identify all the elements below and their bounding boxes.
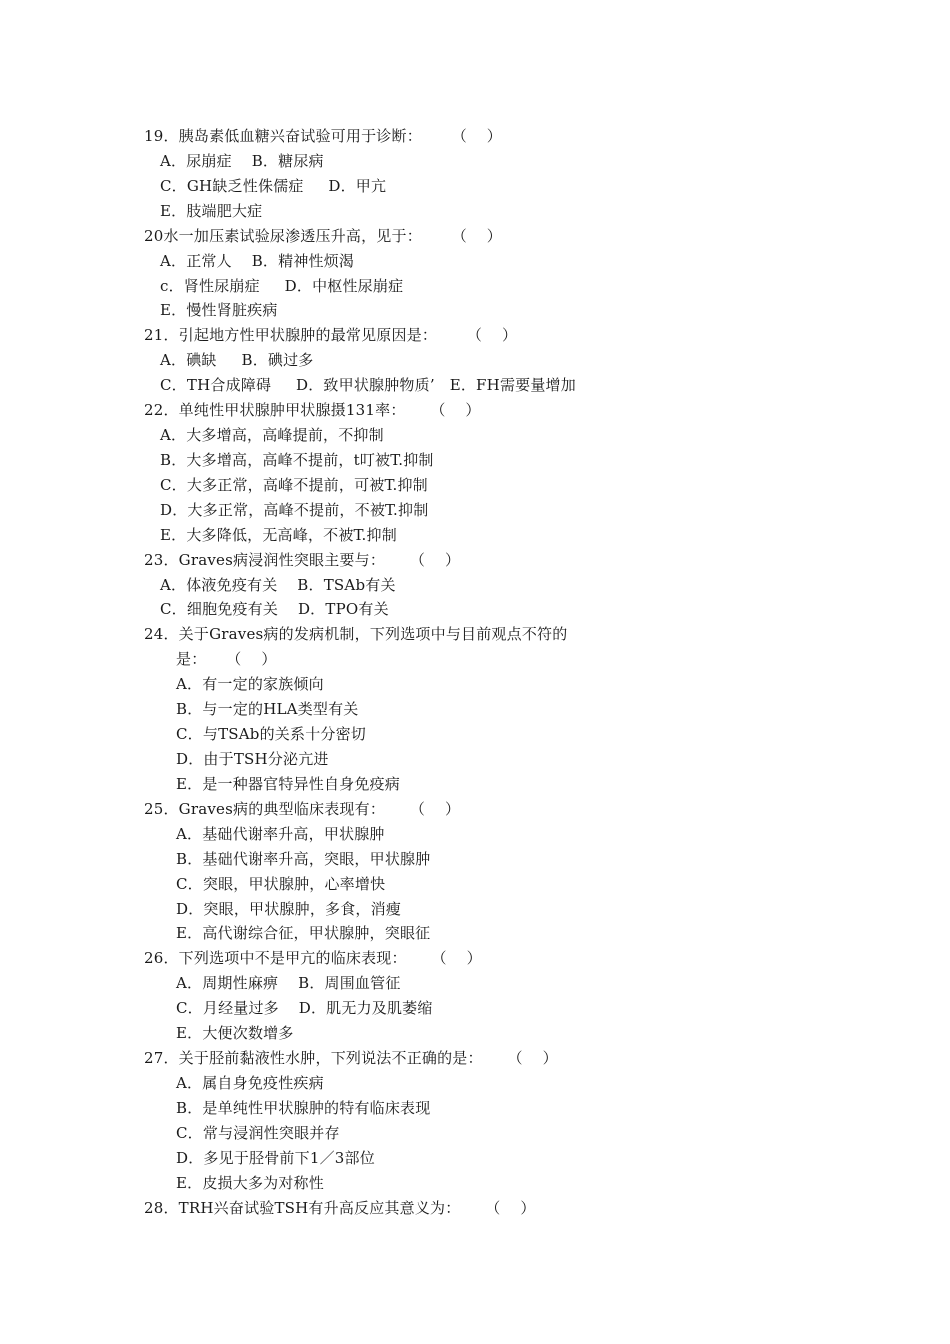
answer-option: A．有一定的家族倾向	[176, 675, 324, 694]
question-text: 19．胰岛素低血糖兴奋试验可用于诊断： （ ）	[144, 127, 502, 145]
answer-option: C．月经量过多 D．肌无力及肌萎缩	[176, 999, 433, 1018]
answer-option: C．细胞免疫有关 D．TPO有关	[160, 600, 389, 619]
answer-option: A．基础代谢率升高，甲状腺肿	[176, 824, 385, 843]
answer-option: E．皮损大多为对称性	[176, 1173, 324, 1192]
answer-option: A．尿崩症 B．糖尿病	[160, 151, 324, 170]
answer-option: C．GH缺乏性侏儒症 D．甲亢	[160, 176, 387, 195]
question-text: 25．Graves病的典型临床表现有： （ ）	[144, 799, 461, 818]
question-text: 28．TRH兴奋试验TSH有升高反应其意义为： （ ）	[144, 1198, 536, 1217]
answer-option: E．大多降低，无高峰，不被T.抑制	[160, 525, 397, 544]
answer-option: D．大多正常，高峰不提前，不被T.抑制	[160, 500, 429, 519]
answer-option: C．常与浸润性突眼并存	[176, 1123, 340, 1142]
answer-option: c．肾性尿崩症 D．中枢性尿崩症	[160, 276, 404, 295]
answer-option: C．与TSAb的关系十分密切	[176, 725, 366, 744]
question-text: 27．关于胫前黏液性水肿，下列说法不正确的是： （ ）	[144, 1049, 558, 1068]
question-text: 26．下列选项中不是甲亢的临床表现： （ ）	[144, 949, 482, 968]
answer-option: D．多见于胫骨前下1／3部位	[176, 1148, 375, 1167]
answer-option: E．高代谢综合征，甲状腺肿，突眼征	[176, 924, 431, 943]
question-text: 22．单纯性甲状腺肿甲状腺摄131率： （ ）	[144, 401, 481, 420]
answer-option: A．碘缺 B．碘过多	[160, 351, 314, 370]
answer-option: A．体液免疫有关 B．TSAb有关	[160, 575, 396, 594]
answer-option: A．周期性麻痹 B．周围血管征	[176, 974, 401, 993]
question-text: 是： （ ）	[176, 650, 277, 669]
question-text: 24．关于Graves病的发病机制，下列选项中与目前观点不符的	[144, 625, 568, 644]
answer-option: B．是单纯性甲状腺肿的特有临床表现	[176, 1098, 431, 1117]
answer-option: C．突眼，甲状腺肿，心率增快	[176, 874, 386, 893]
answer-option: E．肢端肥大症	[160, 201, 263, 220]
answer-option: A．正常人 B．精神性烦渴	[160, 251, 355, 270]
answer-option: B．与一定的HLA类型有关	[176, 700, 359, 719]
answer-option: D．由于TSH分泌亢进	[176, 750, 329, 768]
question-text: 20水一加压素试验尿渗透压升高，见于： （ ）	[144, 226, 502, 245]
answer-option: D．突眼，甲状腺肿，多食，消瘦	[176, 899, 402, 918]
answer-option: A．属自身免疫性疾病	[176, 1073, 324, 1092]
answer-option: B．基础代谢率升高，突眼，甲状腺肿	[176, 849, 431, 868]
answer-option: E．慢性肾脏疾病	[160, 301, 278, 320]
question-text: 23．Graves病浸润性突眼主要与： （ ）	[144, 550, 461, 569]
answer-option: A．大多增高，高峰提前，不抑制	[160, 426, 384, 445]
answer-option: B．大多增高，高峰不提前，t叮被T.抑制	[160, 450, 434, 469]
answer-option: E．大便次数增多	[176, 1024, 294, 1043]
answer-option: C．TH合成障碍 D．致甲状腺肿物质’ E．FH需要量增加	[160, 376, 576, 395]
answer-option: C．大多正常，高峰不提前，可被T.抑制	[160, 475, 428, 494]
answer-option: E．是一种器官特异性自身免疫病	[176, 774, 400, 793]
question-text: 21．引起地方性甲状腺肿的最常见原因是： （ ）	[144, 326, 518, 345]
